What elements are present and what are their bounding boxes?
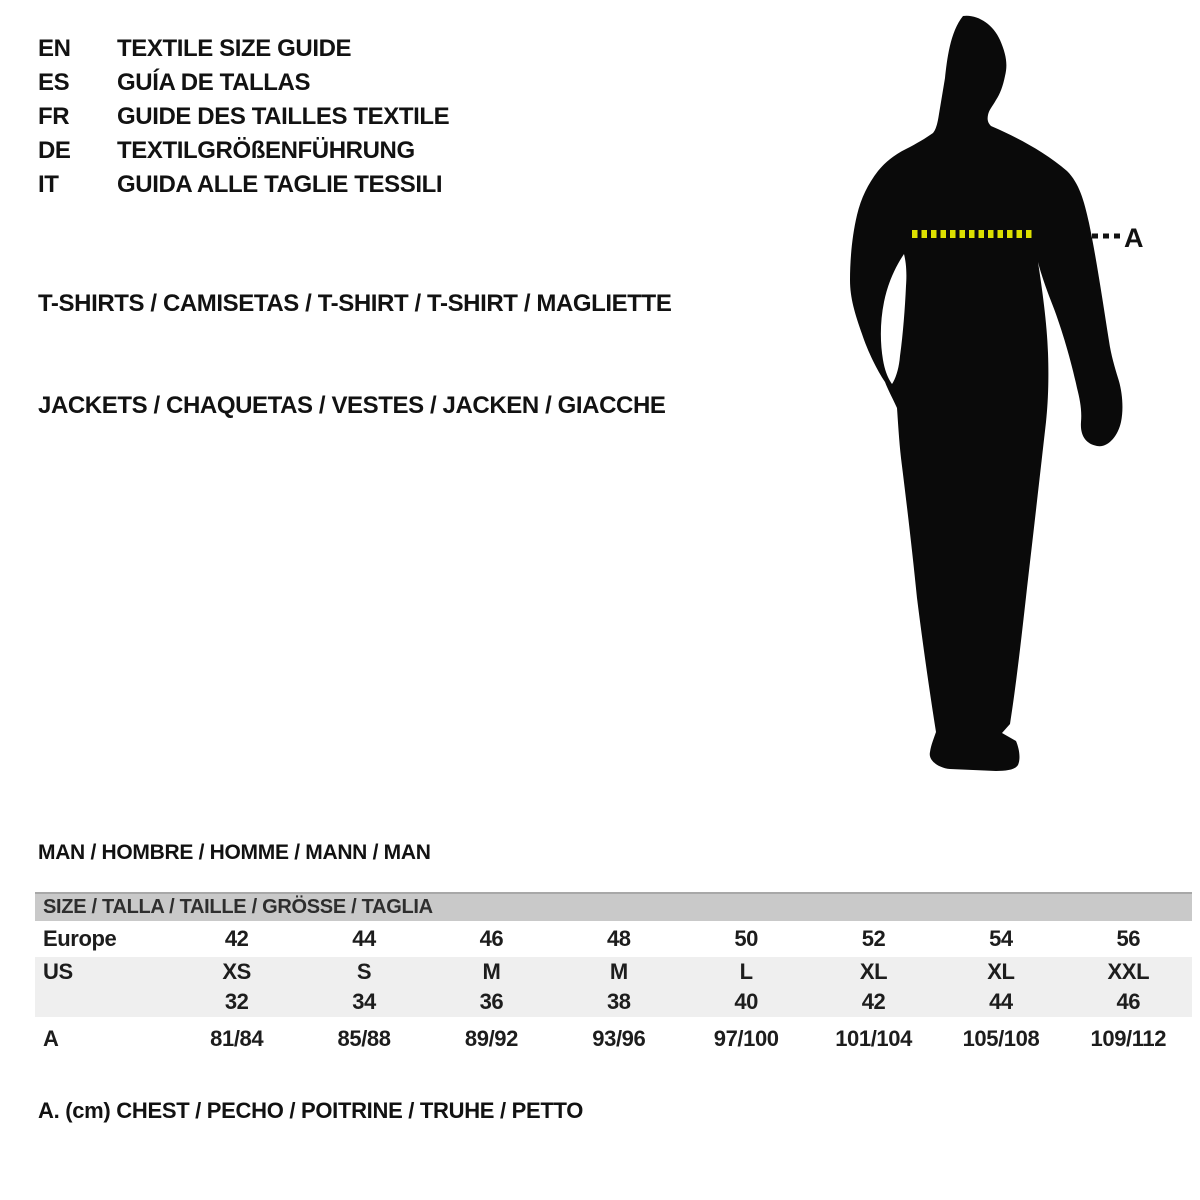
language-title: GUIDE DES TAILLES TEXTILE — [117, 103, 450, 130]
table-row — [35, 921, 1192, 957]
language-code: IT — [38, 171, 59, 198]
language-title: GUIDA ALLE TAGLIE TESSILI — [117, 171, 443, 198]
size-value-cell: 34 — [352, 989, 376, 1014]
size-value-cell: 56 — [1116, 926, 1141, 951]
language-row — [38, 168, 449, 202]
size-value-cell: 81/84 — [210, 1025, 264, 1051]
size-value-cell: 46 — [479, 926, 504, 951]
size-value-cell: 48 — [606, 926, 631, 951]
language-code: ES — [38, 69, 70, 96]
row-label: US — [43, 959, 73, 984]
category-line-jackets: JACKETS / CHAQUETAS / VESTES / JACKEN / GIACCHE — [38, 392, 666, 419]
male-silhouette-figure — [846, 8, 1158, 774]
language-title: TEXTILGRÖßENFÜHRUNG — [117, 137, 415, 164]
size-value-cell: XL — [859, 959, 888, 984]
size-value-cell: 42 — [224, 926, 249, 951]
size-value-cell: 36 — [479, 989, 504, 1014]
size-value-cell: 101/104 — [835, 1025, 912, 1051]
size-value-cell: M — [609, 959, 628, 984]
size-value-cell: 97/100 — [713, 1025, 779, 1051]
size-value-cell: XXL — [1107, 959, 1150, 984]
size-table-header: SIZE / TALLA / TAILLE / GRÖSSE / TAGLIA — [35, 892, 1192, 921]
size-value-cell: 89/92 — [464, 1025, 518, 1051]
measurement-footnote: A. (cm) CHEST / PECHO / POITRINE / TRUHE / PETTO — [38, 1098, 584, 1123]
size-value-cell: 93/96 — [592, 1025, 646, 1051]
language-title-list — [38, 32, 449, 202]
table-row — [35, 987, 1192, 1017]
silhouette-shape — [850, 16, 1122, 771]
size-value-cell: XS — [222, 959, 251, 984]
language-title: TEXTILE SIZE GUIDE — [117, 35, 352, 62]
size-value-cell: XL — [987, 959, 1015, 984]
size-value-cell: 44 — [352, 926, 376, 951]
size-value-cell: 32 — [224, 989, 249, 1014]
language-code: DE — [38, 137, 71, 164]
size-value-cell: M — [482, 959, 501, 984]
row-label: A — [43, 1025, 59, 1051]
size-value-cell: 105/108 — [962, 1025, 1040, 1051]
size-value-cell: 40 — [734, 989, 759, 1014]
size-value-cell: L — [739, 959, 753, 984]
category-line-tshirts: T-SHIRTS / CAMISETAS / T-SHIRT / T-SHIRT / MAGLIETTE — [38, 290, 672, 317]
row-label: Europe — [43, 926, 117, 951]
language-row — [38, 134, 449, 168]
gender-section-label: MAN / HOMBRE / HOMME / MANN / MAN — [38, 841, 431, 864]
size-table-body — [35, 921, 1192, 1060]
size-value-cell: 38 — [606, 989, 631, 1014]
size-value-cell: S — [356, 959, 372, 984]
size-value-cell: 109/112 — [1090, 1025, 1167, 1051]
size-value-cell: 44 — [989, 989, 1013, 1014]
language-title: GUÍA DE TALLAS — [117, 69, 311, 96]
size-table — [35, 892, 1192, 1060]
language-row — [38, 66, 449, 100]
size-value-cell: 50 — [734, 926, 759, 951]
measure-label-a: A — [1124, 223, 1144, 253]
table-row — [35, 1017, 1192, 1060]
table-row — [35, 957, 1192, 987]
language-row — [38, 100, 449, 134]
category-list — [38, 219, 671, 457]
size-value-cell: 42 — [861, 989, 886, 1014]
language-code: FR — [38, 103, 70, 130]
size-value-cell: 85/88 — [337, 1025, 391, 1051]
language-row — [38, 32, 449, 66]
size-value-cell: 46 — [1116, 989, 1141, 1014]
size-value-cell: 54 — [989, 926, 1013, 951]
size-value-cell: 52 — [861, 926, 886, 951]
language-code: EN — [38, 35, 71, 62]
